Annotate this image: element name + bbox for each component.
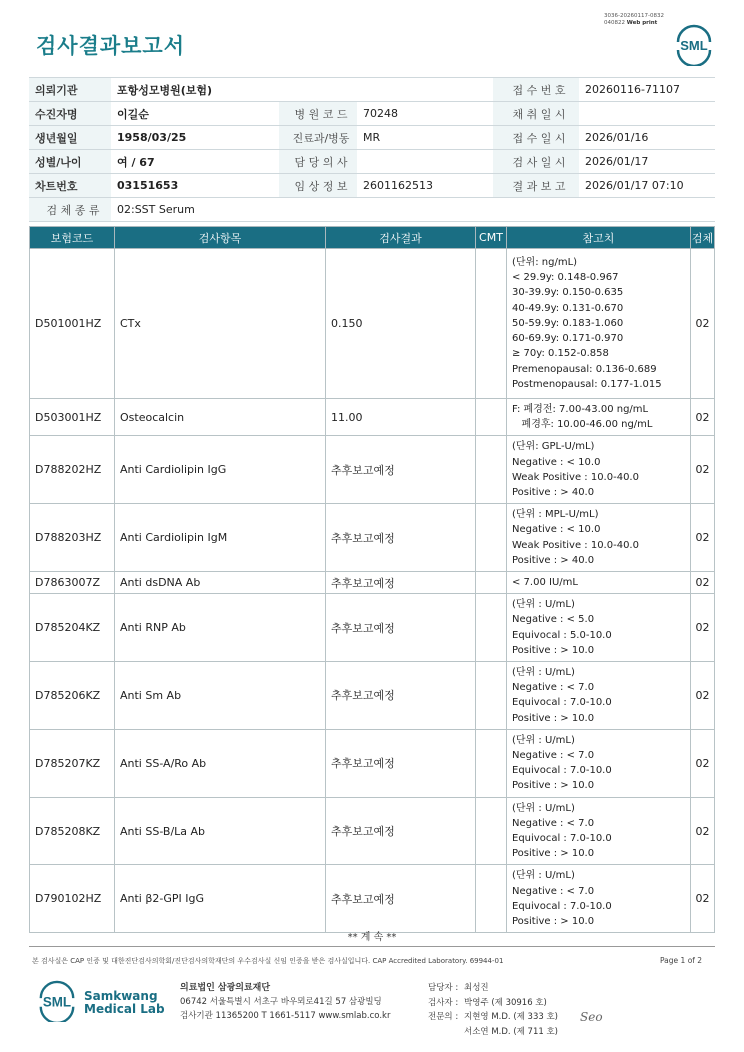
sml-logo-icon: [672, 22, 716, 66]
reference-line: Negative : < 5.0: [512, 614, 595, 626]
sml-footer-logo-text: SML: [42, 994, 72, 1010]
results-table: [29, 226, 715, 933]
info-value: 70248: [357, 102, 493, 126]
col-header-code: 보험코드: [30, 227, 115, 249]
result-item: Anti SS-A/Ro Ab: [115, 729, 326, 797]
reference-line: Positive : > 40.0: [512, 487, 595, 499]
reference-line: Weak Positive : 10.0-40.0: [512, 471, 639, 483]
staff-role: 검사자 :: [428, 997, 459, 1008]
reference-line: ≥ 70y: 0.152-0.858: [512, 348, 609, 360]
result-row: [30, 865, 715, 933]
result-reference: [507, 729, 691, 797]
result-value: 추후보고예정: [326, 594, 476, 662]
result-specimen: 02: [691, 797, 715, 865]
info-value: 2026/01/17: [579, 150, 715, 174]
staff-list: [428, 981, 558, 1039]
info-value: 2026/01/17 07:10: [579, 174, 715, 198]
reference-line: Positive : > 40.0: [512, 554, 595, 566]
result-item: Anti SS-B/La Ab: [115, 797, 326, 865]
result-value: 11.00: [326, 399, 476, 436]
reference-line: 폐경후: 10.00-46.00 ng/mL: [512, 419, 653, 431]
reference-line: Positive : > 10.0: [512, 848, 595, 860]
reference-line: Postmenopausal: 0.177-1.015: [512, 378, 662, 390]
result-value: 추후보고예정: [326, 865, 476, 933]
reference-line: < 29.9y: 0.148-0.967: [512, 272, 619, 284]
result-reference: [507, 865, 691, 933]
patient-info-table: [29, 77, 715, 222]
reference-line: Negative : < 7.0: [512, 817, 595, 829]
reference-line: Positive : > 10.0: [512, 712, 595, 724]
result-reference: [507, 662, 691, 730]
cert-note: 본 검사실은 CAP 인증 및 대한진단검사의학회/진단검사의학재단의 우수검사실 신임 인증을 받은 검사실입니다. CAP Accredited Laboratory. 69944-01: [32, 957, 504, 965]
org-address: 06742 서울특별시 서초구 바우뫼로41길 57 삼광빌딩: [180, 997, 382, 1007]
result-reference: [507, 399, 691, 436]
staff-entry: [428, 981, 558, 996]
info-label: 접 수 일 시: [493, 126, 579, 150]
info-label: 검 체 종 류: [29, 198, 111, 222]
result-value: 0.150: [326, 249, 476, 399]
result-row: [30, 662, 715, 730]
reference-line: Positive : > 10.0: [512, 916, 595, 928]
staff-role: 전문의 :: [428, 1012, 459, 1022]
reference-line: Equivocal : 5.0-10.0: [512, 629, 612, 641]
result-code: D503001HZ: [30, 399, 115, 436]
info-value: MR: [357, 126, 493, 150]
result-row: [30, 504, 715, 572]
result-reference: [507, 504, 691, 572]
result-item: Anti RNP Ab: [115, 594, 326, 662]
info-label: 성별/나이: [29, 150, 111, 174]
result-item: CTx: [115, 249, 326, 399]
reference-line: Premenopausal: 0.136-0.689: [512, 363, 657, 375]
info-label: 임 상 정 보: [279, 174, 357, 198]
info-label: 담 당 의 사: [279, 150, 357, 174]
result-row: [30, 797, 715, 865]
result-item: Osteocalcin: [115, 399, 326, 436]
result-row: [30, 729, 715, 797]
result-cmt: [476, 594, 507, 662]
result-cmt: [476, 249, 507, 399]
result-row: [30, 249, 715, 399]
reference-line: Positive : > 10.0: [512, 644, 595, 656]
result-code: D788202HZ: [30, 436, 115, 504]
print-code: [604, 13, 664, 27]
result-specimen: 02: [691, 504, 715, 572]
info-row: [29, 198, 715, 222]
result-cmt: [476, 399, 507, 436]
reference-line: Equivocal : 7.0-10.0: [512, 900, 612, 912]
web-print-label: Web print: [626, 20, 658, 26]
org-info: [180, 981, 390, 1023]
info-label: 진료과/병동: [279, 126, 357, 150]
result-cmt: [476, 865, 507, 933]
reference-line: Weak Positive : 10.0-40.0: [512, 539, 639, 551]
reference-line: 50-59.9y: 0.183-1.060: [512, 317, 624, 329]
result-cmt: [476, 662, 507, 730]
result-item: Anti Sm Ab: [115, 662, 326, 730]
staff-entry: [428, 996, 558, 1011]
footer-divider: [29, 946, 715, 947]
result-value: 추후보고예정: [326, 797, 476, 865]
reference-line: 60-69.9y: 0.171-0.970: [512, 333, 624, 345]
reference-line: Negative : < 10.0: [512, 524, 601, 536]
info-value: 03151653: [111, 174, 279, 198]
result-specimen: 02: [691, 729, 715, 797]
reference-line: Negative : < 10.0: [512, 456, 601, 468]
info-value: 이길순: [111, 102, 279, 126]
result-reference: [507, 249, 691, 399]
reference-line: Negative : < 7.0: [512, 885, 595, 897]
result-item: Anti β2-GPI IgG: [115, 865, 326, 933]
info-value: 2026/01/16: [579, 126, 715, 150]
result-reference: [507, 797, 691, 865]
sml-logo-text: SML: [680, 38, 708, 53]
info-label: 검 사 일 시: [493, 150, 579, 174]
result-cmt: [476, 729, 507, 797]
reference-line: 40-49.9y: 0.131-0.670: [512, 302, 624, 314]
info-label: 채 취 일 시: [493, 102, 579, 126]
result-code: D790102HZ: [30, 865, 115, 933]
reference-line: (단위: ng/mL): [512, 257, 578, 269]
continued-note: ** 계 속 **: [347, 932, 397, 943]
reference-line: (단위 : U/mL): [512, 870, 575, 882]
col-header-result: 검사결과: [326, 227, 476, 249]
info-label: 수진자명: [29, 102, 111, 126]
result-specimen: 02: [691, 436, 715, 504]
col-header-specimen: 검체: [691, 227, 715, 249]
info-value: [579, 102, 715, 126]
result-code: D7863007Z: [30, 572, 115, 594]
info-row: [29, 174, 715, 198]
result-item: Anti Cardiolipin IgG: [115, 436, 326, 504]
info-value: 1958/03/25: [111, 126, 279, 150]
result-specimen: 02: [691, 865, 715, 933]
page-number: Page 1 of 2: [660, 956, 703, 965]
staff-name: 최성진: [464, 983, 489, 993]
reference-line: (단위 : MPL-U/mL): [512, 509, 599, 521]
info-value: 2601162513: [357, 174, 493, 198]
result-specimen: 02: [691, 594, 715, 662]
col-header-item: 검사항목: [115, 227, 326, 249]
result-cmt: [476, 504, 507, 572]
col-header-ref: 참고치: [507, 227, 691, 249]
info-row: [29, 150, 715, 174]
result-value: 추후보고예정: [326, 662, 476, 730]
info-value: 포항성모병원(보험): [111, 78, 493, 102]
reference-line: Equivocal : 7.0-10.0: [512, 765, 612, 777]
info-value: 여 / 67: [111, 150, 279, 174]
staff-role: 담당자 :: [428, 983, 459, 993]
reference-line: (단위 : U/mL): [512, 734, 575, 746]
info-row: [29, 78, 715, 102]
result-value: 추후보고예정: [326, 504, 476, 572]
reference-line: < 7.00 IU/mL: [512, 577, 578, 589]
reference-line: 30-39.9y: 0.150-0.635: [512, 287, 624, 299]
info-row: [29, 126, 715, 150]
result-row: [30, 436, 715, 504]
signature: Seo: [580, 1010, 603, 1024]
info-label: 결 과 보 고: [493, 174, 579, 198]
reference-line: F: 폐경전: 7.00-43.00 ng/mL: [512, 404, 649, 415]
result-specimen: 02: [691, 662, 715, 730]
result-specimen: 02: [691, 249, 715, 399]
staff-name: 서소연 M.D. (제 711 호): [464, 1026, 559, 1037]
reference-line: (단위 : U/mL): [512, 802, 575, 814]
staff-name: 박영주 (제 30916 호): [464, 997, 547, 1008]
info-label: 생년월일: [29, 126, 111, 150]
result-code: D785204KZ: [30, 594, 115, 662]
reference-line: Positive : > 10.0: [512, 780, 595, 792]
info-value: 20260116-71107: [579, 78, 715, 102]
org-contact: 검사기관 11365200 T 1661-5117 www.smlab.co.kr: [180, 1011, 391, 1021]
info-label: 병 원 코 드: [279, 102, 357, 126]
info-value: [357, 150, 493, 174]
reference-line: (단위: GPL-U/mL): [512, 441, 595, 453]
info-label: 차트번호: [29, 174, 111, 198]
result-code: D788203HZ: [30, 504, 115, 572]
result-item: Anti dsDNA Ab: [115, 572, 326, 594]
reference-line: Equivocal : 7.0-10.0: [512, 697, 612, 709]
result-cmt: [476, 797, 507, 865]
result-reference: [507, 572, 691, 594]
brand-line1: Samkwang: [84, 989, 158, 1003]
brand-name: [84, 990, 165, 1016]
reference-line: Negative : < 7.0: [512, 682, 595, 694]
result-value: 추후보고예정: [326, 572, 476, 594]
col-header-cmt: CMT: [476, 227, 507, 249]
result-cmt: [476, 436, 507, 504]
info-label: 의뢰기관: [29, 78, 111, 102]
result-item: Anti Cardiolipin IgM: [115, 504, 326, 572]
staff-entry: [428, 1025, 558, 1040]
reference-line: (단위 : U/mL): [512, 667, 575, 679]
result-row: [30, 594, 715, 662]
staff-name: 지현영 M.D. (제 333 호): [464, 1012, 559, 1022]
info-value: 02:SST Serum: [111, 198, 715, 222]
print-code-line1: 3036-20260117-0832: [604, 13, 664, 19]
reference-line: Equivocal : 7.0-10.0: [512, 833, 612, 845]
reference-line: Negative : < 7.0: [512, 750, 595, 762]
results-header-row: [30, 227, 715, 249]
result-code: D501001HZ: [30, 249, 115, 399]
sml-footer-logo-icon: [36, 980, 78, 1022]
result-code: D785206KZ: [30, 662, 115, 730]
result-cmt: [476, 572, 507, 594]
result-value: 추후보고예정: [326, 436, 476, 504]
result-code: D785208KZ: [30, 797, 115, 865]
result-specimen: 02: [691, 572, 715, 594]
brand-line2: Medical Lab: [84, 1002, 165, 1016]
result-row: [30, 572, 715, 594]
result-reference: [507, 436, 691, 504]
result-value: 추후보고예정: [326, 729, 476, 797]
result-code: D785207KZ: [30, 729, 115, 797]
staff-entry: [428, 1010, 558, 1025]
reference-line: (단위 : U/mL): [512, 599, 575, 611]
report-title: 검사결과보고서: [36, 34, 186, 58]
info-row: [29, 102, 715, 126]
info-label: 접 수 번 호: [493, 78, 579, 102]
org-name: 의료법인 삼광의료재단: [180, 983, 271, 993]
result-row: [30, 399, 715, 436]
result-specimen: 02: [691, 399, 715, 436]
print-code-num: 040822: [604, 20, 625, 26]
result-reference: [507, 594, 691, 662]
